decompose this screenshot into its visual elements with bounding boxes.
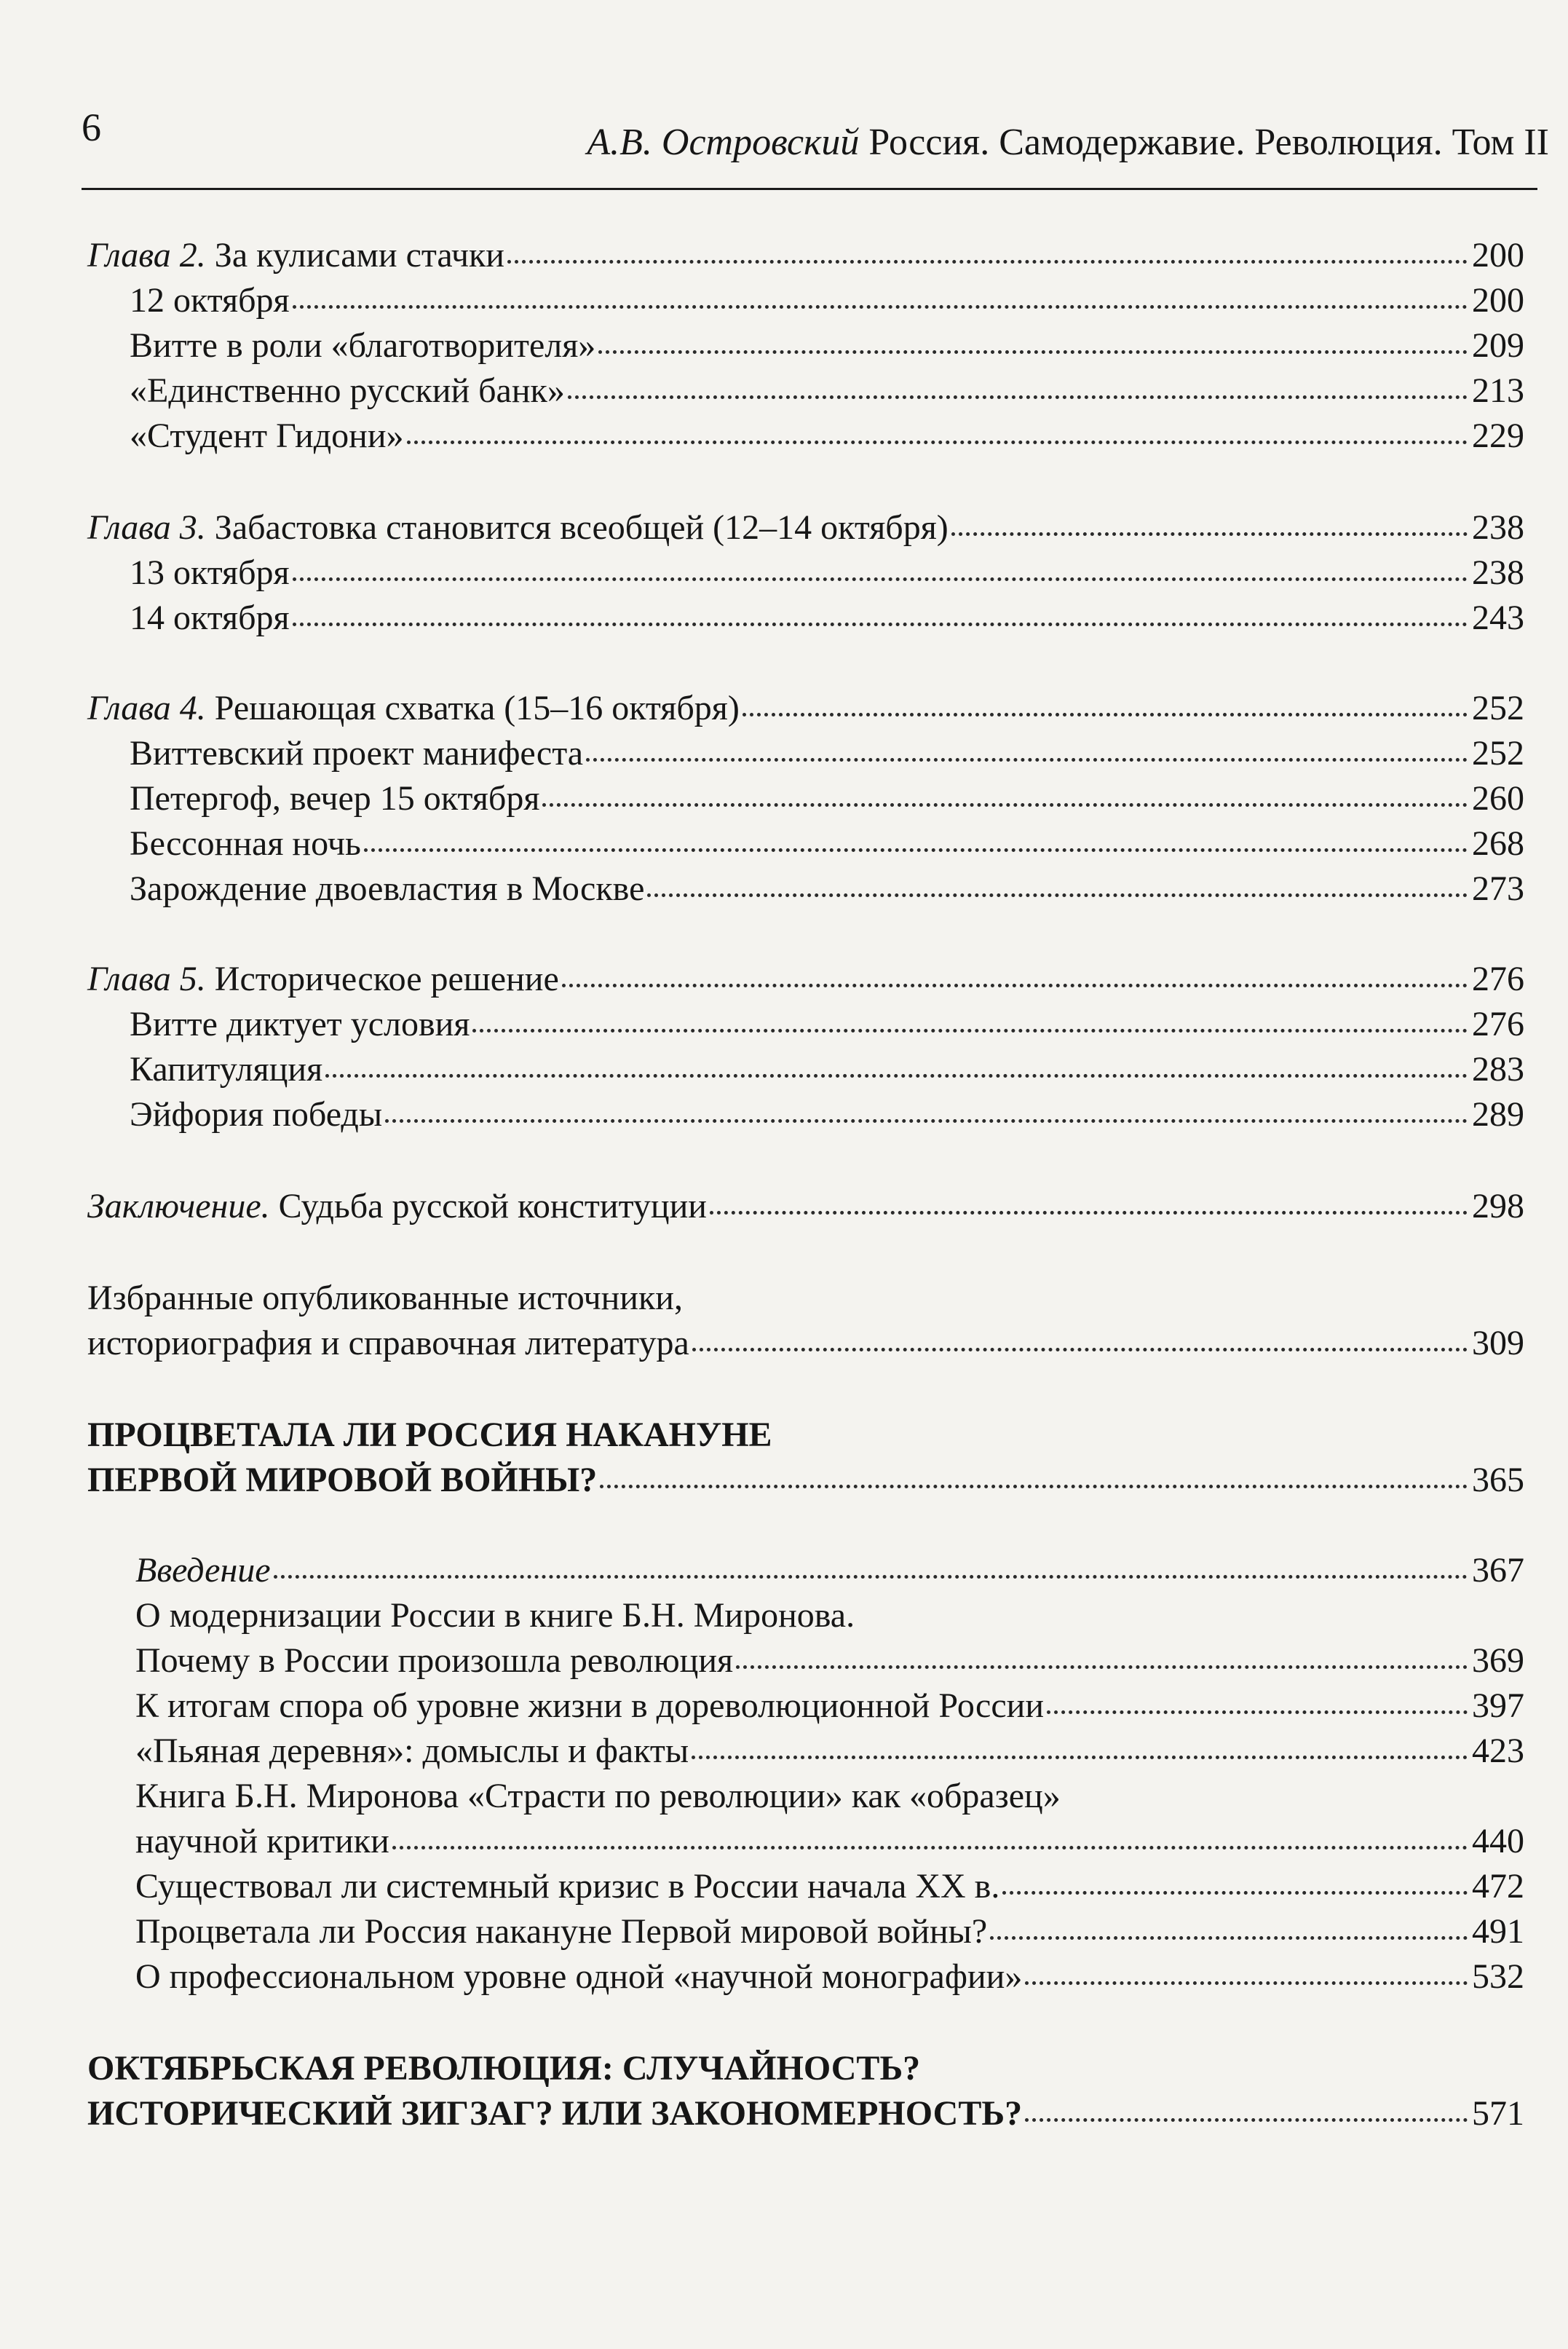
toc-entry-title: «Студент Гидони» [130, 416, 404, 455]
toc-page-number: 571 [1472, 2094, 1524, 2133]
dot-leader [293, 305, 1468, 309]
toc-entry-title: Бессонная ночь [130, 824, 361, 863]
toc-entry-title: Заключение. Судьба русской конституции [87, 1187, 707, 1225]
toc-entry-title: Витте диктует условия [130, 1005, 470, 1043]
dot-leader [647, 893, 1468, 897]
toc-page-number: 200 [1472, 281, 1524, 320]
dot-leader [710, 1211, 1468, 1215]
toc-page-number: 367 [1472, 1551, 1524, 1590]
toc-page-number: 289 [1472, 1095, 1524, 1134]
toc-page-number: 260 [1472, 779, 1524, 818]
toc-entry-title: О профессиональном уровне одной «научной монографии» [135, 1957, 1023, 1996]
dot-leader [600, 1485, 1468, 1488]
dot-leader [586, 758, 1468, 762]
toc-entry-title: Существовал ли системный кризис в России начала XX в. [135, 1867, 1000, 1906]
toc-entry [130, 776, 1524, 821]
toc-entry-sources [87, 1321, 1524, 1366]
toc-page-number: 309 [1472, 1324, 1524, 1362]
toc-entry-line1: Книга Б.Н. Миронова «Страсти по революции» как «образец» [135, 1777, 1061, 1815]
toc-entry-title: Глава 5. Историческое решение [87, 960, 559, 998]
toc-page-number: 238 [1472, 508, 1524, 547]
dot-leader [692, 1756, 1468, 1759]
toc-entry [130, 323, 1524, 368]
toc-entry-line1: О модернизации России в книге Б.Н. Миронова. [135, 1596, 855, 1635]
toc-entry [130, 278, 1524, 323]
toc-entry [135, 1638, 1524, 1683]
toc-page-number: 283 [1472, 1050, 1524, 1089]
toc-page-number: 243 [1472, 599, 1524, 637]
toc-entry-title: Виттевский проект манифеста [130, 734, 584, 773]
dot-leader [1002, 1891, 1468, 1895]
dot-leader [274, 1575, 1468, 1579]
toc-entry [135, 1864, 1524, 1909]
toc-entry-title: Глава 2. За кулисами стачки [87, 236, 504, 275]
dot-leader [472, 1029, 1468, 1033]
toc-page-number: 365 [1472, 1461, 1524, 1499]
toc-page-number: 491 [1472, 1912, 1524, 1951]
toc-entry-chapter-2 [87, 233, 1524, 278]
toc-entry-introduction [135, 1548, 1524, 1593]
toc-page-number: 397 [1472, 1686, 1524, 1725]
toc-page-number: 440 [1472, 1822, 1524, 1860]
toc-entry [130, 866, 1524, 912]
toc-page-number: 252 [1472, 734, 1524, 773]
toc-entry-title: Почему в России произошла революция [135, 1641, 734, 1680]
toc-entry-title: 13 октября [130, 553, 290, 592]
toc-entry [130, 596, 1524, 641]
toc-entry-title: Эйфория победы [130, 1095, 383, 1134]
dot-leader [692, 1348, 1468, 1351]
toc-entry-title: историография и справочная литература [87, 1324, 689, 1362]
toc-entry [130, 821, 1524, 866]
toc-entry-title: Витте в роли «благотворителя» [130, 326, 596, 365]
toc-entry-chapter-3 [87, 505, 1524, 550]
dot-leader [743, 713, 1468, 716]
toc-entry [135, 1729, 1524, 1774]
toc-chapter-label: Глава 2. [87, 236, 206, 275]
toc-page-number: 213 [1472, 371, 1524, 410]
dot-leader [407, 441, 1468, 444]
dot-leader [364, 848, 1468, 852]
toc-chapter-label: Заключение. [87, 1187, 270, 1225]
running-head-title: Россия. Самодержавие. Революция. Том II [868, 122, 1549, 163]
toc-entry [130, 368, 1524, 414]
dot-leader [293, 577, 1468, 581]
running-head-author: А.В. Островский [587, 122, 860, 163]
toc-page-number: 276 [1472, 960, 1524, 998]
toc-entry [135, 1683, 1524, 1729]
toc-entry-chapter-4 [87, 686, 1524, 731]
toc-entry-conclusion [87, 1184, 1524, 1229]
toc-entry [130, 1092, 1524, 1137]
toc-entry-chapter-5 [87, 957, 1524, 1002]
toc-entry [130, 731, 1524, 776]
dot-leader [293, 623, 1468, 626]
toc-entry-title: научной критики [135, 1822, 389, 1860]
toc-entry-title: Петергоф, вечер 15 октября [130, 779, 540, 818]
dot-leader [1025, 1981, 1468, 1985]
toc-part-heading [87, 1458, 1524, 1503]
toc-chapter-label: Глава 5. [87, 960, 206, 998]
toc-entry-title: Зарождение двоевластия в Москве [130, 869, 645, 908]
toc-entry-sources-line1: Избранные опубликованные источники, [87, 1279, 683, 1317]
toc-entry-title: «Единственно русский банк» [130, 371, 565, 410]
toc-entry-title: ИСТОРИЧЕСКИЙ ЗИГЗАГ? ИЛИ ЗАКОНОМЕРНОСТЬ? [87, 2094, 1023, 2133]
toc-page-number: 238 [1472, 553, 1524, 592]
toc-entry-title: Капитуляция [130, 1050, 323, 1089]
toc-page-number: 298 [1472, 1187, 1524, 1225]
toc-part-heading-line1: ПРОЦВЕТАЛА ЛИ РОССИЯ НАКАНУНЕ [87, 1416, 772, 1454]
toc-entry [135, 1819, 1524, 1864]
toc-entry-title: Глава 3. Забастовка становится всеобщей (12–14 октября) [87, 508, 949, 547]
toc-page-number: 276 [1472, 1005, 1524, 1043]
toc-page-number: 532 [1472, 1957, 1524, 1996]
dot-leader [507, 260, 1468, 264]
toc-chapter-label: Глава 4. [87, 689, 206, 727]
toc-page-number: 200 [1472, 236, 1524, 275]
toc-page-number: 369 [1472, 1641, 1524, 1680]
toc-page-number: 423 [1472, 1732, 1524, 1770]
toc-page-number: 209 [1472, 326, 1524, 365]
toc-entry-title: 14 октября [130, 599, 290, 637]
dot-leader [542, 803, 1468, 807]
toc-entry-title: Процветала ли Россия накануне Первой мировой войны? [135, 1912, 988, 1951]
toc-entry [130, 1047, 1524, 1092]
toc-entry-title: ПЕРВОЙ МИРОВОЙ ВОЙНЫ? [87, 1461, 598, 1499]
toc-entry-title: 12 октября [130, 281, 290, 320]
toc-entry-title: К итогам спора об уровне жизни в дореволюционной России [135, 1686, 1044, 1725]
toc-page-number: 268 [1472, 824, 1524, 863]
dot-leader [392, 1846, 1468, 1849]
toc-entry [130, 1002, 1524, 1047]
dot-leader [1047, 1710, 1468, 1714]
toc-entry [135, 1954, 1524, 1999]
toc-entry [130, 550, 1524, 596]
dot-leader [951, 532, 1468, 536]
dot-leader [736, 1665, 1468, 1669]
toc-entry [130, 414, 1524, 459]
toc-part-heading-line1: ОКТЯБРЬСКАЯ РЕВОЛЮЦИЯ: СЛУЧАЙНОСТЬ? [87, 2049, 921, 2088]
dot-leader [562, 984, 1468, 987]
dot-leader [1025, 2118, 1468, 2122]
toc-entry-title: «Пьяная деревня»: домыслы и факты [135, 1732, 689, 1770]
toc-page-number: 273 [1472, 869, 1524, 908]
toc-entry-title: Введение [135, 1551, 271, 1590]
toc-page-number: 229 [1472, 416, 1524, 455]
toc-part-heading [87, 2091, 1524, 2136]
toc-page-number: 472 [1472, 1867, 1524, 1906]
toc-entry [135, 1909, 1524, 1954]
page-number: 6 [82, 106, 101, 149]
toc-chapter-label: Глава 3. [87, 508, 206, 547]
dot-leader [325, 1074, 1468, 1078]
dot-leader [990, 1936, 1468, 1940]
dot-leader [568, 395, 1468, 399]
dot-leader [598, 350, 1468, 354]
toc-entry-title: Глава 4. Решающая схватка (15–16 октября) [87, 689, 740, 727]
toc-page-number: 252 [1472, 689, 1524, 727]
dot-leader [385, 1119, 1468, 1123]
